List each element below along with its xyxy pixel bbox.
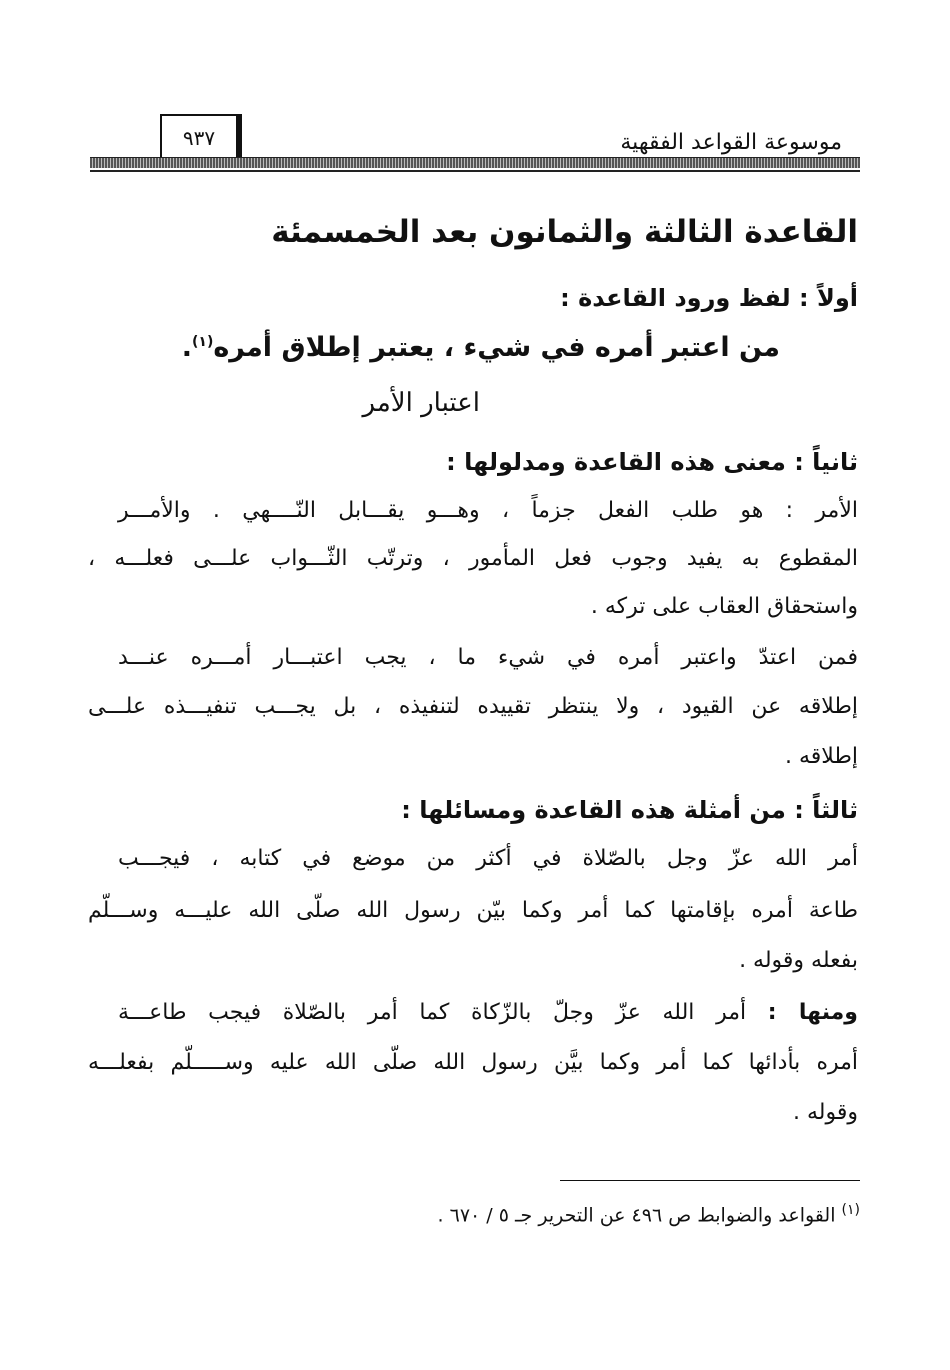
rule-statement — [182, 332, 780, 363]
paragraph-line: الأمر : هو طلب الفعل جزماً ، وهـــو يقـــابل النّــــهي . والأمـــر — [118, 498, 858, 523]
footnote — [438, 1202, 860, 1226]
paragraph-line: إطلاقه . — [784, 744, 858, 769]
paragraph-lead: ومنها : — [767, 1000, 858, 1025]
footnote-rule — [560, 1180, 860, 1181]
section-heading-1: أولاً : لفظ ورود القاعدة : — [560, 284, 858, 312]
header-rule-thin — [90, 170, 860, 172]
rule-statement-text: من اعتبر أمره في شيء ، يعتبر إطلاق أمره — [213, 332, 780, 363]
paragraph-line: بفعله وقوله . — [739, 948, 858, 973]
footnote-text: القواعد والضوابط ص ٤٩٦ عن التحرير جـ ٥ / ٦٧٠ . — [437, 1204, 836, 1227]
paragraph-line: وقوله . — [793, 1100, 858, 1125]
section-heading-2: ثانياً : معنى هذه القاعدة ومدلولها : — [446, 448, 858, 476]
paragraph-line: أمره بأدائها كما أمر وكما بيَّن رسول الله صلّى الله عليه وســـــلّم بفعلـــه — [88, 1050, 858, 1075]
section-heading-3: ثالثاً : من أمثلة هذه القاعدة ومسائلها : — [401, 796, 858, 824]
paragraph-line: المقطوع به يفيد وجوب فعل المأمور ، وترتّب الثّـــواب علـــى فعلـــه ، — [88, 546, 858, 571]
paragraph-line: طاعة أمره بإقامتها كما أمر وكما بيّن رسول الله صلّى الله عليـــه وســـلّم — [88, 898, 858, 923]
paragraph-line: إطلاقه عن القيود ، ولا ينتظر تقييده لتنفيذه ، بل يجـــب تنفيـــذه علـــى — [88, 694, 858, 719]
paragraph-line — [118, 1000, 858, 1025]
paragraph-line-rest: أمر الله عزّ وجلّ بالزّكاة كما أمر بالصّلاة فيجب طاعـــة — [118, 1000, 747, 1025]
footnote-marker-ref: (١) — [192, 334, 214, 350]
paragraph-line: واستحقاق العقاب على تركه . — [590, 594, 858, 619]
book-title: موسوعة القواعد الفقهية — [620, 130, 842, 155]
alternate-rule-name: اعتبار الأمر — [362, 388, 480, 418]
footnote-marker: (١) — [841, 1202, 860, 1218]
page-number: ٩٣٧ — [160, 114, 242, 162]
header-rule — [90, 157, 860, 168]
paragraph-line: أمر الله عزّ وجل بالصّلاة في أكثر من موضع في كتابه ، فيجـــب — [118, 846, 858, 871]
rule-title: القاعدة الثالثة والثمانون بعد الخمسمئة — [271, 214, 858, 250]
rule-statement-end: . — [181, 332, 192, 363]
paragraph-line: فمن اعتدّ واعتبر أمره في شيء ما ، يجب اعتبـــار أمـــره عنـــد — [118, 645, 858, 670]
